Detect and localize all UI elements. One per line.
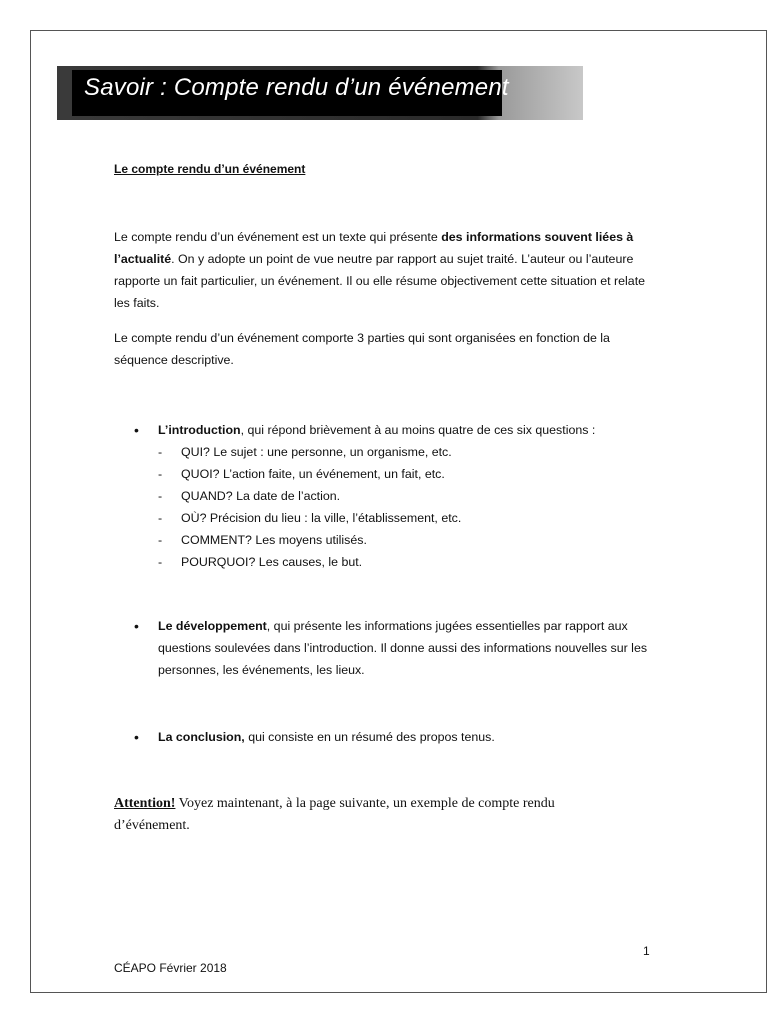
section-heading: Le compte rendu d’un événement bbox=[114, 162, 306, 176]
question-text: QUAND? La date de l’action. bbox=[181, 489, 341, 503]
bullet-text bbox=[158, 726, 663, 748]
dash-marker: - bbox=[158, 445, 163, 459]
bullet-text bbox=[158, 615, 663, 681]
bullet-description: qui consiste en un résumé des propos tenus. bbox=[244, 730, 495, 744]
bullet-text bbox=[158, 419, 663, 441]
bullet-dot: • bbox=[134, 618, 139, 634]
structure-paragraph: Le compte rendu d’un événement comporte 3 parties qui sont organisées en fonction de la séquence descriptive. bbox=[114, 331, 610, 367]
intro-paragraph-start: Le compte rendu d’un événement est un texte qui présente bbox=[114, 230, 442, 244]
attention-label: Attention! bbox=[114, 796, 176, 811]
intro-paragraph-bold: des informations souvent liées à l’actualité bbox=[114, 230, 634, 266]
footer-text: CÉAPO Février 2018 bbox=[114, 961, 227, 975]
question-text: OÙ? Précision du lieu : la ville, l’établissement, etc. bbox=[181, 511, 462, 525]
bullet-term: L’introduction bbox=[158, 423, 241, 437]
dash-marker: - bbox=[158, 489, 163, 503]
dash-marker: - bbox=[158, 467, 163, 481]
bullet-term: La conclusion, bbox=[158, 730, 245, 744]
bullet-dot: • bbox=[134, 422, 139, 438]
page-number: 1 bbox=[643, 944, 650, 958]
attention-text: Voyez maintenant, à la page suivante, un exemple de compte rendu d’événement. bbox=[114, 796, 555, 833]
bullet-term: Le développement bbox=[158, 619, 267, 633]
question-text: POURQUOI? Les causes, le but. bbox=[181, 555, 363, 569]
attention-note bbox=[114, 793, 634, 837]
bullet-description: , qui répond brièvement à au moins quatre de ces six questions : bbox=[240, 423, 596, 437]
intro-paragraph-end: . On y adopte un point de vue neutre par rapport au sujet traité. L’auteur ou l’auteure rapporte un fait particulier, un événement. Il ou elle résume objectivement cette situation et relate les faits. bbox=[114, 252, 646, 310]
bullet-dot: • bbox=[134, 729, 139, 745]
dash-marker: - bbox=[158, 533, 163, 547]
dash-marker: - bbox=[158, 511, 163, 525]
intro-paragraph bbox=[114, 226, 662, 314]
bullet-description: , qui présente les informations jugées essentielles par rapport aux questions soulevées dans l’introduction. Il donne aussi des informations nouvelles sur les personnes, les événements, les lieux. bbox=[158, 619, 648, 677]
page-title: Savoir : Compte rendu d’un événement bbox=[84, 74, 509, 101]
question-text: QUI? Le sujet : une personne, un organisme, etc. bbox=[181, 445, 452, 459]
dash-marker: - bbox=[158, 555, 163, 569]
question-text: QUOI? L’action faite, un événement, un fait, etc. bbox=[181, 467, 445, 481]
question-text: COMMENT? Les moyens utilisés. bbox=[181, 533, 367, 547]
